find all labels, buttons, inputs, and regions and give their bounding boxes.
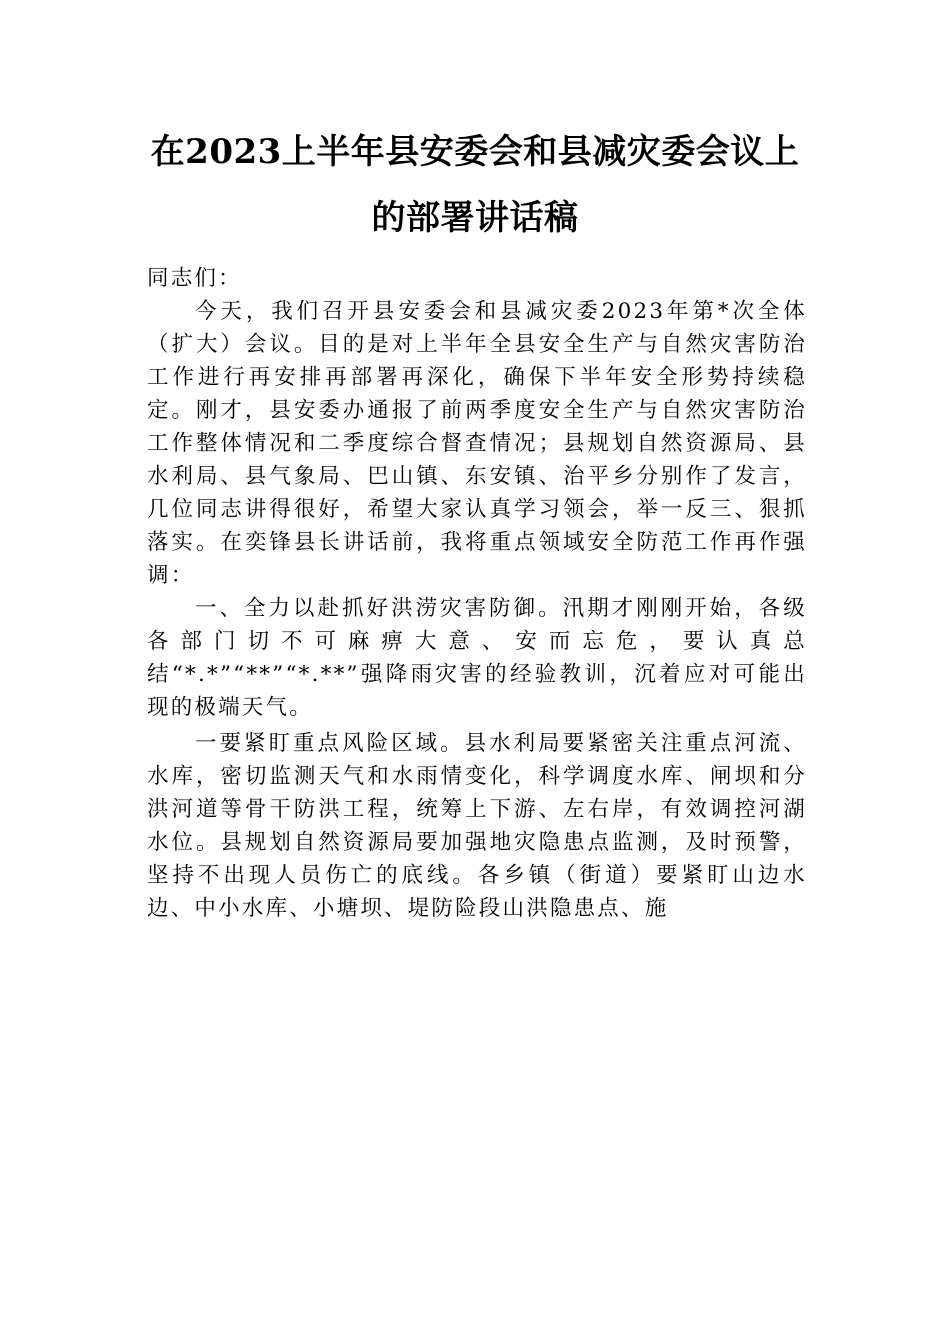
document-title-line-1: 在2023上半年县安委会和县减灾委会议上 bbox=[150, 132, 800, 172]
document-title-line-2: 的部署讲话稿 bbox=[371, 198, 579, 238]
document-body bbox=[147, 262, 807, 925]
paragraph-intro: 今天，我们召开县安委会和县减灾委2023年第*次全体（扩大）会议。目的是对上半年全县安全生产与自然灾害防治工作进行再安排再部署再深化，确保下半年安全形势持续稳定。刚才，县安委办通报了前两季度安全生产与自然灾害防治工作整体情况和二季度综合督查情况；县规划自然资源局、县水利局、县气象局、巴山镇、东安镇、治平乡分别作了发言，几位同志讲得很好，希望大家认真学习领会，举一反三、狠抓落实。在奕锋县长讲话前，我将重点领域安全防范工作再作强调： bbox=[147, 299, 807, 588]
paragraph-section-one: 一、全力以赴抓好洪涝灾害防御。汛期才刚刚开始，各级各部门切不可麻痹大意、安而忘危，要认真总结“*.*”“**”“*.**”强降雨灾害的经验教训，沉着应对可能出现的极端天气。 bbox=[147, 596, 807, 720]
salutation: 同志们： bbox=[147, 266, 242, 291]
paragraph-point-one: 一要紧盯重点风险区域。县水利局要紧密关注重点河流、水库，密切监测天气和水雨情变化，科学调度水库、闸坝和分洪河道等骨干防洪工程，统筹上下游、左右岸，有效调控河湖水位。县规划自然资源局要加强地灾隐患点监测，及时预警，坚持不出现人员伤亡的底线。各乡镇（街道）要紧盯山边水边、中小水库、小塘坝、堤防险段山洪隐患点、施 bbox=[147, 731, 807, 921]
